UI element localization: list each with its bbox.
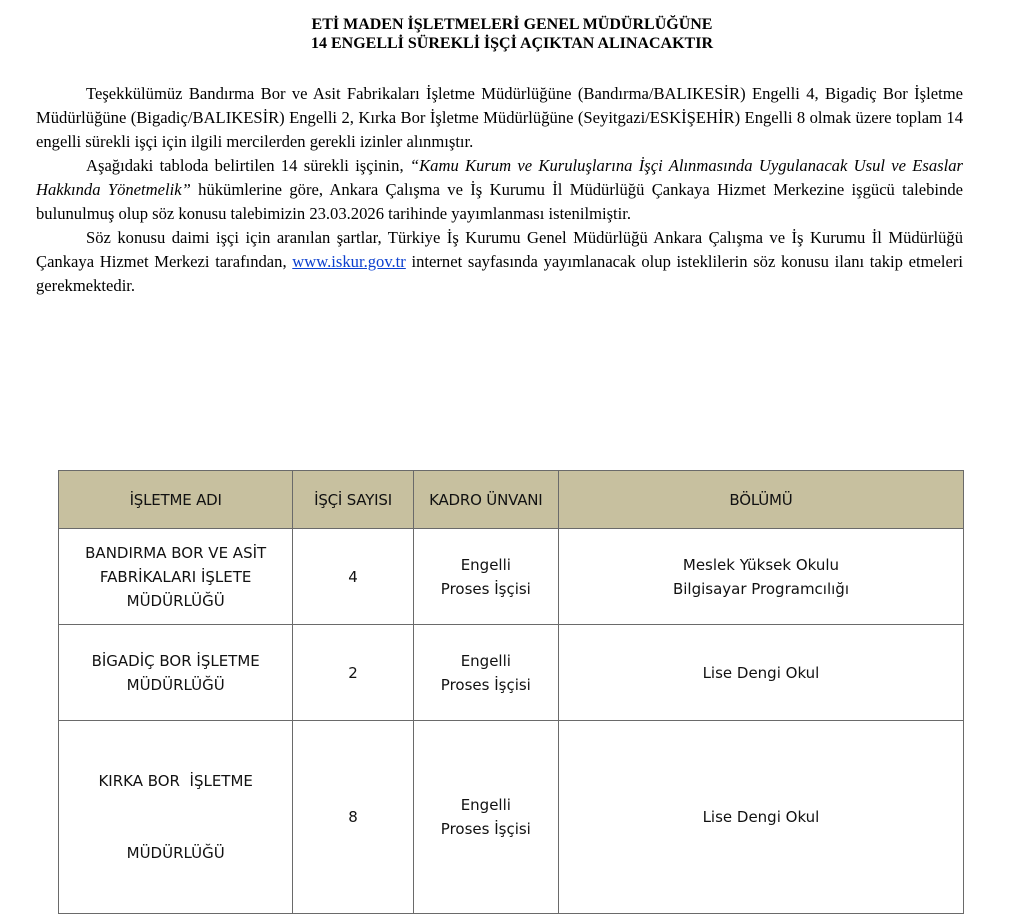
cell-text: MÜDÜRLÜĞÜ xyxy=(126,675,225,694)
worker-count-cell: 8 xyxy=(293,721,413,914)
table-row xyxy=(59,529,964,625)
cell-text: Proses İşçisi xyxy=(440,820,531,838)
cell-text: Bilgisayar Programcılığı xyxy=(672,579,849,598)
cell-text: FABRİKALARI İŞLETE xyxy=(99,567,252,586)
paragraph-1: Teşekkülümüz Bandırma Bor ve Asit Fabrikaları İşletme Müdürlüğüne (Bandırma/BALIKESİR) Engelli 4, Bigadiç Bor İşletme Müdürlüğüne (Bigadiç/BALIKESİR) Engelli 2, Kırka Bor İşletme Müdürlüğüne (Seyitgazi/ESKİŞEHİR) Engelli 8 olmak üzere toplam 14 engelli sürekli işçi için ilgili mercilerden gerekli izinler alınmıştır. xyxy=(36,84,963,151)
table-row xyxy=(59,625,964,721)
facility-name-cell xyxy=(59,625,293,721)
position-title-cell xyxy=(413,625,558,721)
facility-name-cell xyxy=(59,529,293,625)
department-cell xyxy=(558,625,963,721)
iskur-link[interactable]: www.iskur.gov.tr xyxy=(292,252,406,271)
header-facility-name: İŞLETME ADI xyxy=(59,471,293,529)
facility-name-cell xyxy=(59,721,293,914)
cell-text: MÜDÜRLÜĞÜ xyxy=(126,591,225,610)
cell-text: Lise Dengi Okul xyxy=(702,808,820,826)
cell-text: KIRKA BOR İŞLETME xyxy=(98,772,253,790)
table-header-row xyxy=(59,471,964,529)
document-title xyxy=(0,15,1024,53)
cell-text: Lise Dengi Okul xyxy=(702,663,820,682)
department-cell xyxy=(558,721,963,914)
paragraph-2-text-start: Aşağıdaki tabloda belirtilen 14 sürekli işçinin, xyxy=(86,156,410,175)
paragraph-3 xyxy=(36,226,963,298)
cell-text: Proses İşçisi xyxy=(440,579,531,598)
department-cell xyxy=(558,529,963,625)
document-body xyxy=(36,82,963,298)
paragraph-2-text-end: hükümlerine göre, Ankara Çalışma ve İş Kurumu İl Müdürlüğü Çankaya Hizmet Merkezine işgücü talebinde bulunulmuş olup söz konusu talebimizin 23.03.2026 tarihinde yayımlanması istenilmiştir. xyxy=(36,180,964,223)
title-line-2: 14 ENGELLİ SÜREKLİ İŞÇİ AÇIKTAN ALINACAKTIR xyxy=(310,35,714,52)
table-row xyxy=(59,721,964,914)
header-department: BÖLÜMÜ xyxy=(558,471,963,529)
worker-count-cell: 2 xyxy=(293,625,413,721)
cell-text: Meslek Yüksek Okulu xyxy=(682,555,840,574)
cell-text: Proses İşçisi xyxy=(440,675,531,694)
cell-text: MÜDÜRLÜĞÜ xyxy=(126,844,225,862)
header-position-title: KADRO ÜNVANI xyxy=(413,471,558,529)
header-worker-count: İŞÇİ SAYISI xyxy=(293,471,413,529)
position-title-cell xyxy=(413,529,558,625)
title-line-1: ETİ MADEN İŞLETMELERİ GENEL MÜDÜRLÜĞÜNE xyxy=(311,16,713,33)
paragraph-3-text-start: Söz konusu daimi işçi için aranılan şartlar, Türkiye İş Kurumu Genel Müdürlüğü Ankara Çalışma ve İş Kurumu İl Müdürlüğü Çankaya Hizmet Merkezi tarafından, xyxy=(36,228,963,271)
cell-text: BANDIRMA BOR VE ASİT xyxy=(85,543,267,562)
paragraph-3-text-end: internet sayfasında yayımlanacak olup isteklilerin söz konusu ilanı takip etmeleri gerekmektedir. xyxy=(36,252,963,295)
cell-text: Engelli xyxy=(460,651,511,670)
regulation-title: “Kamu Kurum ve Kuruluşlarına İşçi Alınmasında Uygulanacak Usul ve Esaslar Hakkında Yönetmelik” xyxy=(36,156,963,199)
worker-count-cell: 4 xyxy=(293,529,413,625)
position-title-cell xyxy=(413,721,558,914)
cell-text: Engelli xyxy=(460,555,511,574)
cell-text: Engelli xyxy=(460,796,511,814)
cell-text: BİGADİÇ BOR İŞLETME xyxy=(91,651,260,670)
paragraph-2 xyxy=(36,154,963,226)
staff-table xyxy=(58,470,964,914)
